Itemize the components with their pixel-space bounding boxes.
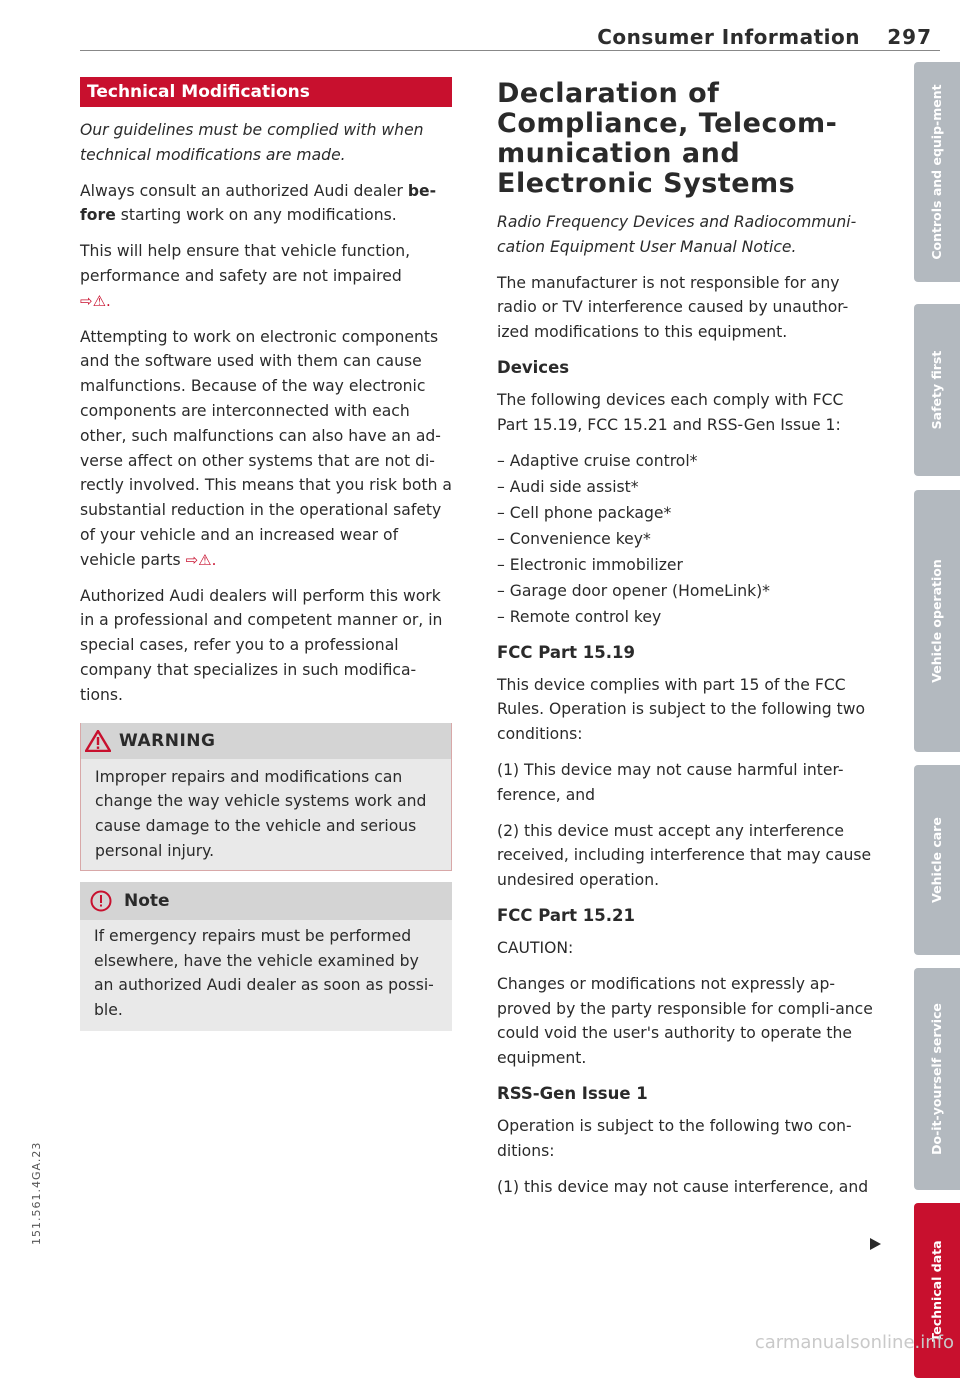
intro-text: Our guidelines must be complied with when technical modifications are made. [80,121,424,164]
tab-label: Vehicle operation [929,559,944,683]
paragraph [80,325,452,573]
rss-gen-heading: RSS-Gen Issue 1 [497,1083,648,1103]
warning-label: WARNING [119,730,216,751]
header-section-title: Consumer Information [597,25,860,49]
paragraph: (2) this device must accept any interference received, including interference that may cause undesired operation. [497,821,872,890]
tab-label: Vehicle care [929,817,944,903]
text: Always consult an authorized Audi dealer [80,181,408,200]
warning-body [81,759,451,870]
paragraph: (1) This device may not cause harmful inter-ference, and [497,760,844,804]
list-item: – Electronic immobilizer [497,555,683,574]
note-box [80,882,452,1031]
paragraph [80,179,452,229]
tab-vehicle-care[interactable] [914,765,960,955]
note-text: If emergency repairs must be performed elsewhere, have the vehicle examined by an authorized Audi dealer as soon as possi-ble. [94,926,434,1020]
paragraph: This device complies with part 15 of the FCC Rules. Operation is subject to the following two conditions: [497,675,866,744]
paragraph: (1) this device may not cause interference, and [497,1177,869,1196]
paragraph: Changes or modifications not expressly ap-proved by the party responsible for compli-ance could void the user's authority to operate the equipment. [497,974,873,1068]
note-header [80,882,452,920]
list-item: – Garage door opener (HomeLink)* [497,581,770,600]
paragraph: CAUTION: [497,938,574,957]
list-item: – Convenience key* [497,529,651,548]
tab-vehicle-operation[interactable] [914,490,960,752]
page-header [80,22,940,52]
paragraph: Operation is subject to the following two con-ditions: [497,1116,852,1160]
warning-header [81,723,451,759]
tab-label: Controls and equip-ment [929,84,944,260]
paragraph: Authorized Audi dealers will perform this work in a professional and competent manner or, in special cases, refer you to a professional company that specializes in such modifica-tions. [80,586,443,704]
tab-safety-first[interactable] [914,304,960,476]
warning-reference[interactable]: ⇨⚠. [185,550,217,569]
list-item: – Remote control key [497,607,662,626]
text: starting work on any modifications. [115,206,397,225]
note-icon [90,890,112,912]
left-column [80,77,452,1031]
note-label: Note [124,890,170,911]
list-item: – Audi side assist* [497,477,639,496]
tab-label: Do-it-yourself service [929,1003,944,1155]
tab-label: Safety first [929,350,944,430]
warning-reference[interactable]: ⇨⚠. [80,291,111,310]
warning-box [80,723,452,871]
intro-text: Radio Frequency Devices and Radiocommuni-cation Equipment User Manual Notice. [497,213,857,256]
devices-heading: Devices [497,357,570,377]
tab-controls-and-equipment[interactable] [914,62,960,282]
paragraph: The following devices each comply with FCC Part 15.19, FCC 15.21 and RSS-Gen Issue 1: [497,390,844,434]
devices-list [497,448,875,630]
page-number: 297 [887,25,932,49]
tab-label: Technical data [929,1239,944,1342]
warning-triangle-icon [85,730,111,752]
continue-arrow-icon[interactable] [868,1237,882,1251]
header-rule [80,50,940,51]
paragraph [80,239,452,313]
document-code: 151.561.4GA.23 [30,1141,43,1245]
bold-text: be-fore [80,181,437,225]
watermark: carmanualsonline.info [754,1332,954,1353]
note-body [80,920,452,1031]
right-column [497,77,875,1199]
text: Attempting to work on electronic components and the software used with them can cause malfunctions. Because of the way electronic components are interconnected with each other, such malfunctions can also have an ad-verse affect on other systems that are not di-rectly involved. This means that you risk both a substantial reduction in the operational safety of your vehicle and an increased wear of vehicle parts [80,327,452,569]
section-title: Technical Modifications [80,77,452,107]
list-item: – Cell phone package* [497,503,672,522]
paragraph: The manufacturer is not responsible for any radio or TV interference caused by unauthor-ized modifications to this equipment. [497,273,849,342]
list-item: – Adaptive cruise control* [497,451,698,470]
fcc-1519-heading: FCC Part 15.19 [497,642,635,662]
fcc-1521-heading: FCC Part 15.21 [497,905,635,925]
tab-do-it-yourself-service[interactable] [914,968,960,1190]
warning-text: Improper repairs and modifications can change the way vehicle systems work and cause damage to the vehicle and serious personal injury. [95,767,427,860]
declaration-title: Declaration of Compliance, Telecom-munication and Electronic Systems [497,78,838,199]
text: This will help ensure that vehicle function, performance and safety are not impaired [80,242,411,285]
